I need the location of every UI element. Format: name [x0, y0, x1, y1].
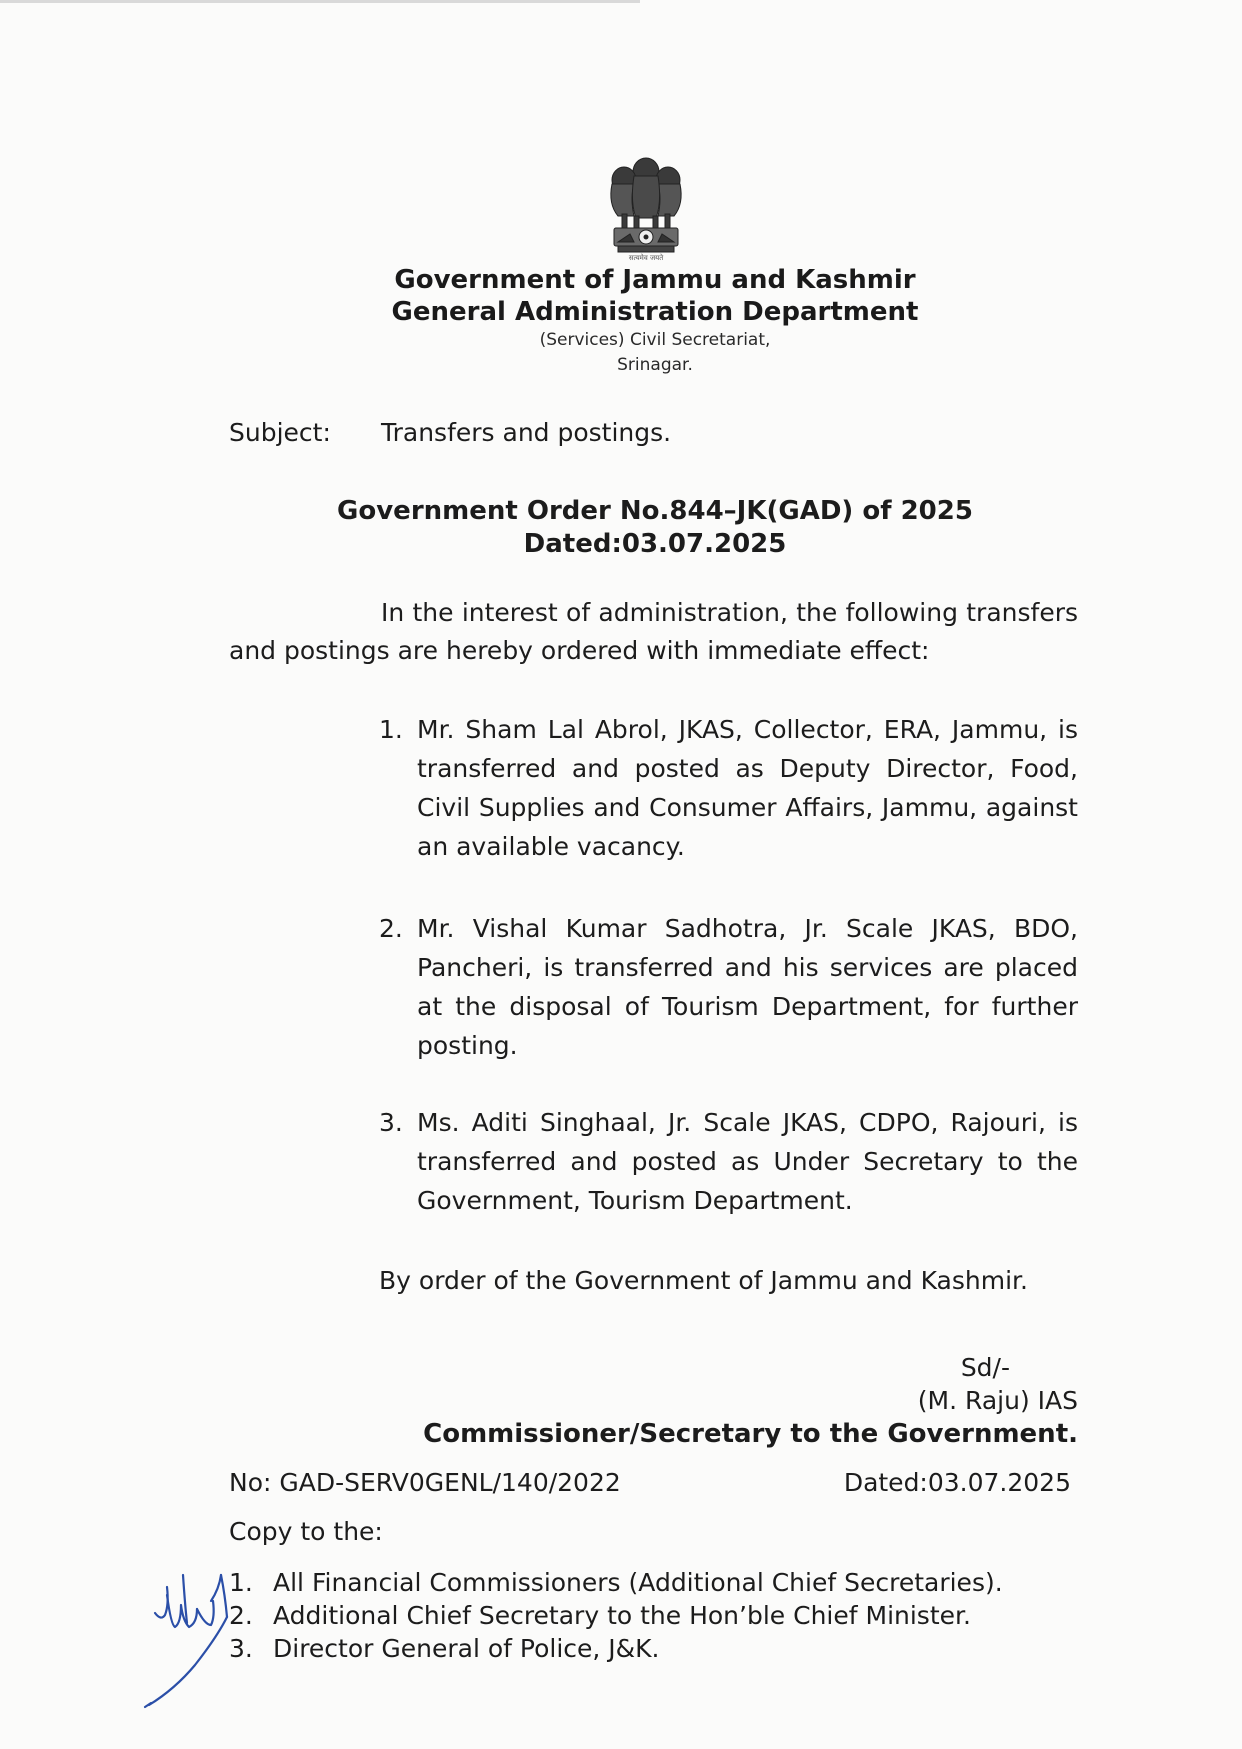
order-date: Dated:03.07.2025 — [523, 529, 787, 559]
office-city: Srinagar. — [617, 355, 693, 375]
order-heading — [300, 495, 1010, 561]
department-name: General Administration Department — [391, 297, 919, 327]
signatory-designation: Commissioner/Secretary to the Government. — [423, 1419, 1078, 1449]
order-item-number: 1. — [379, 715, 403, 744]
copy-to-label: Copy to the: — [229, 1517, 383, 1546]
order-item-number: 3. — [379, 1108, 403, 1137]
copy-to-list — [229, 1566, 1003, 1665]
order-item — [379, 710, 1078, 866]
copy-to-item-text: Director General of Police, J&K. — [273, 1634, 660, 1663]
reference-number: No: GAD-SERV0GENL/140/2022 — [229, 1468, 621, 1497]
order-item-text: Mr. Vishal Kumar Sadhotra, Jr. Scale JKAS, BDO, Pancheri, is transferred and his services are placed at the disposal of Tourism Department, for further posting. — [417, 914, 1078, 1060]
signatory-name: (M. Raju) IAS — [917, 1386, 1078, 1415]
reference-date: Dated:03.07.2025 — [843, 1468, 1071, 1497]
office-name: (Services) Civil Secretariat, — [539, 330, 771, 350]
signed-mark: Sd/- — [960, 1353, 1010, 1382]
intro-paragraph: In the interest of administration, the following transfers and postings are hereby ordered with immediate effect: — [229, 598, 1078, 665]
state-emblem-icon — [604, 154, 688, 264]
order-item-text: Ms. Aditi Singhaal, Jr. Scale JKAS, CDPO, Rajouri, is transferred and posted as Under Secretary to the Government, Tourism Department. — [417, 1108, 1078, 1215]
copy-to-item-text: Additional Chief Secretary to the Hon’ble Chief Minister. — [273, 1601, 971, 1630]
copy-to-item — [229, 1566, 1003, 1599]
scan-edge — [0, 0, 640, 3]
copy-to-item-number: 3. — [229, 1634, 253, 1663]
letterhead — [340, 264, 970, 378]
order-item-number: 2. — [379, 914, 403, 943]
order-item-text: Mr. Sham Lal Abrol, JKAS, Collector, ERA, Jammu, is transferred and posted as Deputy Director, Food, Civil Supplies and Consumer Affairs, Jammu, against an available vacancy. — [417, 715, 1078, 861]
copy-to-item-text: All Financial Commissioners (Additional Chief Secretaries). — [273, 1568, 1003, 1597]
copy-to-item-number: 2. — [229, 1601, 253, 1630]
subject-line — [229, 418, 671, 447]
order-item — [379, 909, 1078, 1065]
handwritten-initials — [135, 1565, 265, 1725]
subject-text: Transfers and postings. — [381, 418, 672, 447]
order-item — [379, 1103, 1078, 1220]
by-order-line: By order of the Government of Jammu and Kashmir. — [379, 1266, 1028, 1295]
subject-label: Subject: — [229, 418, 331, 447]
copy-to-item — [229, 1632, 1003, 1665]
government-name: Government of Jammu and Kashmir — [394, 265, 916, 295]
copy-to-item-number: 1. — [229, 1568, 253, 1597]
copy-to-item — [229, 1599, 1003, 1632]
order-number: Government Order No.844–JK(GAD) of 2025 — [337, 496, 973, 526]
emblem-motto: सत्यमेव जयते — [628, 254, 664, 262]
